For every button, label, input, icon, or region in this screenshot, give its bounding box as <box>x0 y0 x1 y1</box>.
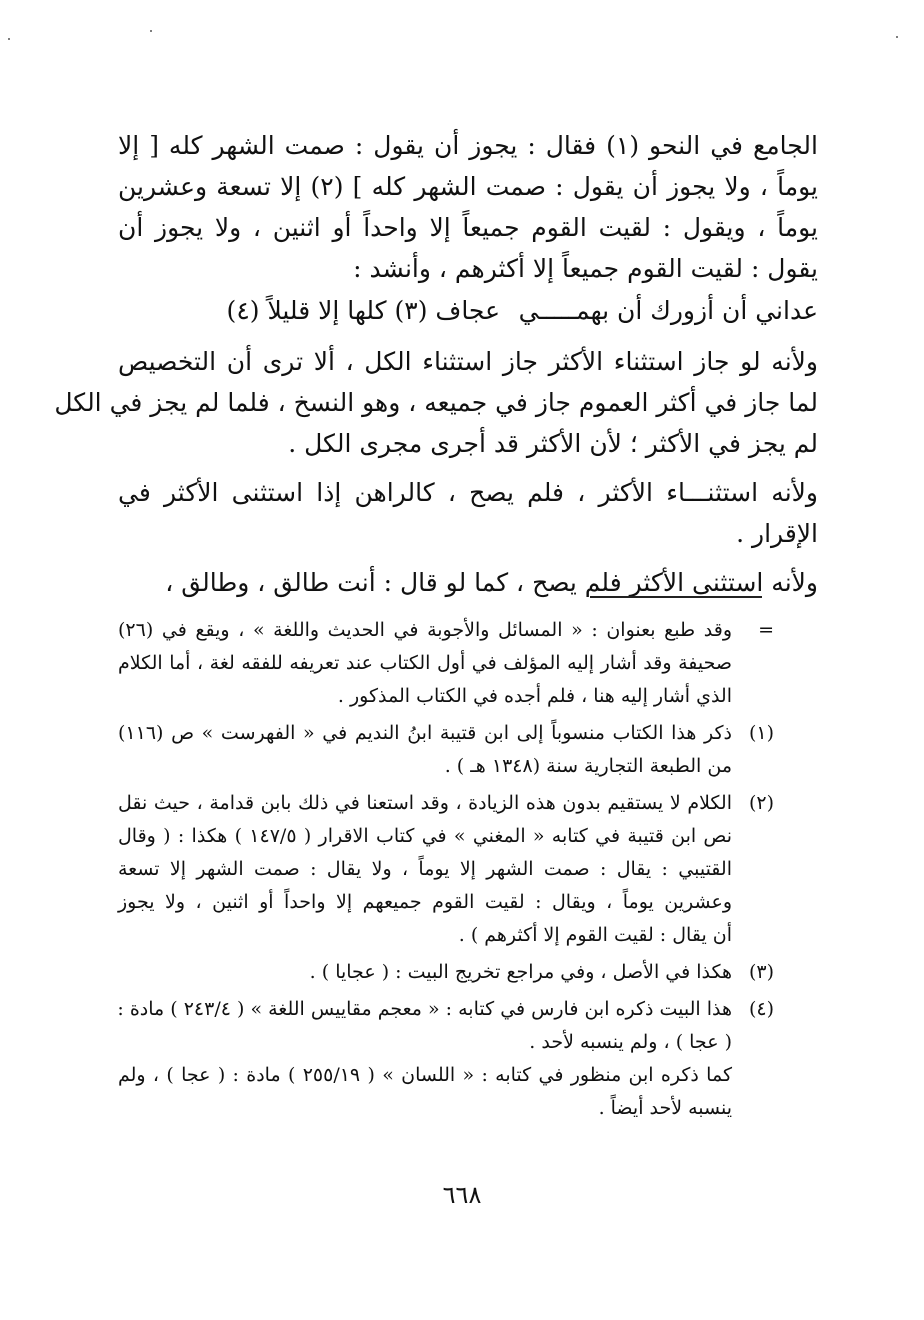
footnote-line: الكلام لا يستقيم بدون هذه الزيادة ، وقد استعنا في ذلك بابن قدامة ، حيث نقل <box>118 792 732 814</box>
main-line: يقول : لقيت القوم جميعاً إلا أكثرهم ، وأنشد : <box>353 254 818 283</box>
scan-speck <box>896 36 898 38</box>
footnote-line: القتيبي : يقال : صمت الشهر إلا يوماً ، ولا يقال : صمت الشهر إلا تسعة <box>118 858 732 880</box>
page-number: ٦٦٨ <box>442 1181 482 1209</box>
footnote-line: هكذا في الأصل ، وفي مراجع تخريج البيت : ( عجايا ) . <box>309 961 732 983</box>
poetry-verse <box>118 289 818 333</box>
paragraph-line: لما جاز في أكثر العموم جاز في جميعه ، وهو النسخ ، فلما لم يجز في الكل <box>54 388 818 417</box>
footnote-line: هذا البيت ذكره ابن فارس في كتابه : « معجم مقاييس اللغة » ( ٢٤٣/٤ ) مادة : <box>117 998 732 1020</box>
main-line: يوماً ، ويقول : لقيت القوم جميعاً إلا واحداً أو اثنين ، ولا يجوز أن <box>118 213 818 242</box>
paragraph-line: لم يجز في الأكثر ؛ لأن الأكثر قد أجرى مجرى الكل . <box>288 429 818 458</box>
footnote-line: صحيفة وقد أشار إليه المؤلف في أول الكتاب عند تعريفه للفقه لغة ، أما الكلام <box>118 652 732 674</box>
paragraph-line: ولأنه لو جاز استثناء الأكثر جاز استثناء الكل ، ألا ترى أن التخصيص <box>118 347 818 376</box>
footnote-line: كما ذكره ابن منظور في كتابه : « اللسان » ( ٢٥٥/١٩ ) مادة : ( عجا ) ، ولم <box>118 1064 732 1086</box>
footnote-line: ذكر هذا الكتاب منسوباً إلى ابن قتيبة ابنُ النديم في « الفهرست » ص (١١٦) <box>118 722 732 744</box>
footnote-1 <box>118 717 774 783</box>
verse-first-hemistich: عداني أن أزورك أن بهمـــــي <box>518 296 818 325</box>
main-text <box>54 125 818 603</box>
footnote-line: وعشرين يوماً ، ويقال : لقيت القوم جميعهم إلا واحداً أو اثنين ، ولا يجوز <box>118 891 732 913</box>
footnote-marker: = <box>758 619 774 641</box>
footnote-2 <box>118 787 774 952</box>
paragraph-line: الإقرار . <box>736 519 818 548</box>
verse-second-hemistich: عجاف (٣) كلها إلا قليلاً (٤) <box>226 296 500 325</box>
footnote-line: من الطبعة التجارية سنة (١٣٤٨ هـ ) . <box>444 755 732 777</box>
footnote-line: نص ابن قتيبة في كتابه « المغني » في كتاب الاقرار ( ١٤٧/٥ ) هكذا : ( وقال <box>118 825 732 847</box>
footnote-marker: (٢) <box>748 792 774 814</box>
scan-speck <box>8 38 10 40</box>
paragraph-line: ولأنه استثنـــاء الأكثر ، فلم يصح ، كالراهن إذا استثنى الأكثر في <box>118 478 818 507</box>
footnote-line: ينسبه لأحد أيضاً . <box>598 1097 732 1119</box>
footnote-line: وقد طبع بعنوان : « المسائل والأجوبة في الحديث واللغة » ، ويقع في (٢٦) <box>118 619 732 641</box>
footnote-continued <box>118 614 774 713</box>
footnote-marker: (٣) <box>748 961 774 983</box>
footnote-line: أن يقال : لقيت القوم إلا أكثرهم ) . <box>458 924 732 946</box>
footnote-4 <box>118 993 774 1125</box>
footnote-marker: (١) <box>748 722 774 744</box>
footnote-3 <box>118 956 774 989</box>
main-line: الجامع في النحو (١) فقال : يجوز أن يقول : صمت الشهر كله [ إلا <box>118 131 818 160</box>
paragraph-line: ولأنه استثنى الأكثر فلم يصح ، كما لو قال : أنت طالق ، وطالق ، <box>165 568 818 597</box>
footnote-marker: (٤) <box>748 998 774 1020</box>
footnote-separator <box>590 596 762 598</box>
scan-speck <box>150 30 152 32</box>
footnotes <box>118 614 774 1129</box>
footnote-line: ( عجا ) ، ولم ينسبه لأحد . <box>529 1031 732 1053</box>
footnote-line: الذي أشار إليه هنا ، فلم أجده في الكتاب المذكور . <box>337 685 732 707</box>
main-line: يوماً ، ولا يجوز أن يقول : صمت الشهر كله ] (٢) إلا تسعة وعشرين <box>118 172 818 201</box>
